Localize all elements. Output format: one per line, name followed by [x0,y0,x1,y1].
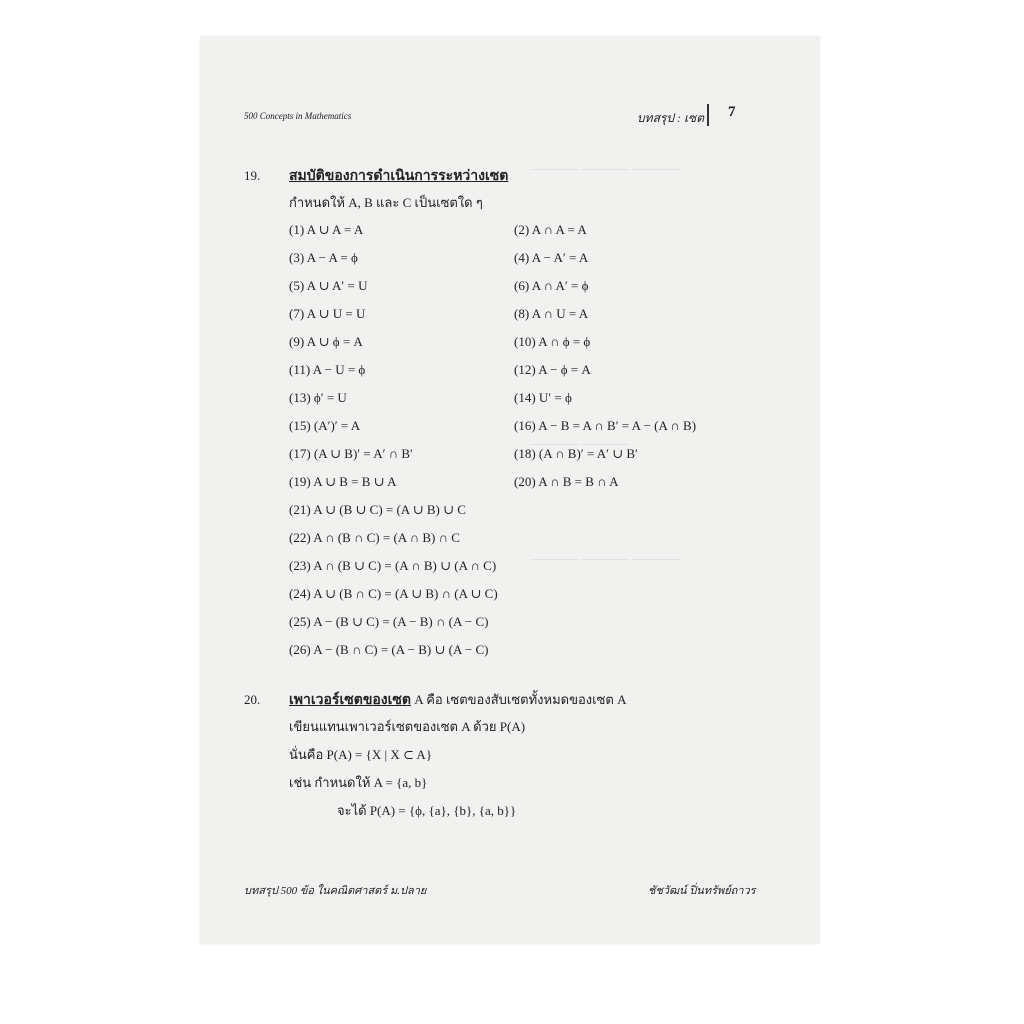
set-property-item: (10) A ∩ ϕ = ϕ [514,334,591,349]
set-property-item: (7) A ∪ U = U [289,306,366,321]
set-property-item: (18) (A ∩ B)′ = A′ ∪ B′ [514,446,638,461]
set-property-item: (16) A − B = A ∩ B′ = A − (A ∩ B) [514,418,697,433]
bleed-through-text: ———— ———— ———— [530,161,680,175]
section-20-definition: A คือ เซตของสับเซตทั้งหมดของเซต A [414,692,627,707]
footer-book-title: บทสรุป 500 ข้อ ในคณิตศาสตร์ ม.ปลาย [244,885,427,897]
set-property-item: (20) A ∩ B = B ∩ A [514,474,619,489]
set-property-item: (12) A − ϕ = A [514,362,591,377]
set-property-item: (8) A ∩ U = A [514,306,589,321]
section-20-number: 20. [244,692,261,707]
section-19-title: สมบัติของการดำเนินการระหว่างเซต [289,169,509,184]
set-property-item: (2) A ∩ A = A [514,222,587,237]
footer-author: ชัชวัฒน์ ปิ่นทรัพย์ถาวร [648,885,756,897]
chapter-title: บทสรุป : เซต [637,111,704,125]
section-20-line-4: เช่น กำหนดให้ A = {a, b} [289,775,428,790]
section-20-line-2: เขียนแทนเพาเวอร์เซตของเซต A ด้วย P(A) [289,719,526,734]
section-20-line-1 [289,689,627,711]
set-property-item: (23) A ∩ (B ∪ C) = (A ∩ B) ∪ (A ∩ C) [289,558,497,573]
header-divider [707,104,709,126]
set-property-item: (1) A ∪ A = A [289,222,364,237]
section-19-intro: กำหนดให้ A, B และ C เป็นเซตใด ๆ [289,195,483,210]
set-property-item: (13) ϕ′ = U [289,390,347,405]
set-property-item: (25) A − (B ∪ C) = (A − B) ∩ (A − C) [289,614,489,629]
book-title: 500 Concepts in Mathematics [244,111,352,121]
set-property-item: (9) A ∪ ϕ = A [289,334,363,349]
set-property-item: (26) A − (B ∩ C) = (A − B) ∪ (A − C) [289,642,489,657]
set-property-item: (24) A ∪ (B ∩ C) = (A ∪ B) ∩ (A ∪ C) [289,586,498,601]
set-property-item: (22) A ∩ (B ∩ C) = (A ∩ B) ∩ C [289,530,460,545]
page-number: 7 [728,104,736,120]
set-property-item: (14) U′ = ϕ [514,390,572,405]
bleed-through-text: ———— ———— ———— [530,551,680,565]
set-property-item: (6) A ∩ A′ = ϕ [514,278,589,293]
set-property-item: (17) (A ∪ B)′ = A′ ∩ B′ [289,446,413,461]
section-20-title: เพาเวอร์เซตของเซต [289,693,412,708]
section-20-line-5: จะได้ P(A) = {ϕ, {a}, {b}, {a, b}} [337,803,517,818]
set-property-item: (21) A ∪ (B ∪ C) = (A ∪ B) ∪ C [289,502,466,517]
set-property-item: (3) A − A = ϕ [289,250,358,265]
set-property-item: (15) (A′)′ = A [289,418,361,433]
set-property-item: (19) A ∪ B = B ∪ A [289,474,397,489]
bleed-through-text: ———— ———— [530,436,629,450]
set-property-item: (5) A ∪ A′ = U [289,278,368,293]
document-page [200,36,820,944]
section-19-number: 19. [244,168,261,183]
set-property-item: (4) A − A′ = A [514,250,589,265]
section-20-line-3: นั่นคือ P(A) = {X | X ⊂ A} [289,747,433,762]
set-property-item: (11) A − U = ϕ [289,362,366,377]
